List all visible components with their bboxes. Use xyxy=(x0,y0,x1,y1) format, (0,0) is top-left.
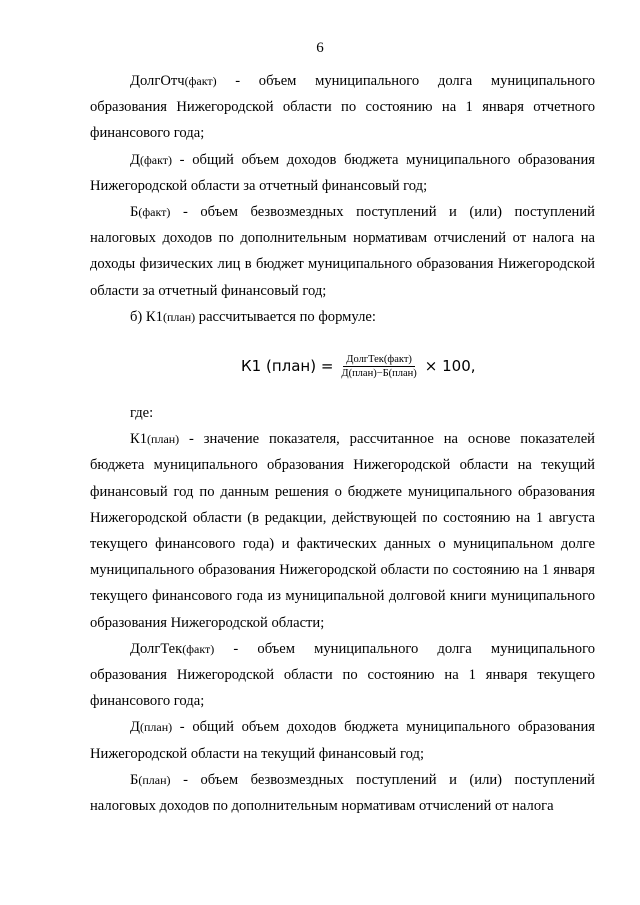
term: ДолгТек xyxy=(130,640,183,657)
formula xyxy=(241,344,476,388)
formula-numerator: ДолгТек(факт) xyxy=(343,353,415,367)
definition-paragraph xyxy=(90,767,595,819)
term: б) К1 xyxy=(130,308,163,325)
term-subscript: (план) xyxy=(162,309,196,324)
definition-paragraph xyxy=(90,636,595,715)
definition-paragraph xyxy=(90,68,595,147)
definition-text: - значение показателя, рассчитанное на основе показателей бюджета муниципального образования Нижегородской области на текущий финансовый год по данным решения о бюджете муниципального образования Нижегородской области (в редакции, действующей по состоянию на 1 августа текущего финансового года) и фактических данных о муниципальном долге муниципального образования Нижегородской области по состоянию на 1 января текущего финансового года из муниципальной долговой книги муниципального образования Нижегородской области; xyxy=(90,431,595,631)
definition-text: - общий объем доходов бюджета муниципального образования Нижегородской области за отчетный финансовый год; xyxy=(90,151,595,194)
term: Б xyxy=(130,204,139,221)
term: Д xyxy=(130,719,140,736)
formula-denominator: Д(план)−Б(план) xyxy=(341,367,417,379)
term-subscript: (план) xyxy=(138,772,171,787)
formula-block xyxy=(90,344,595,388)
definition-text: - объем безвозмездных поступлений и (или) поступлений налоговых доходов по дополнительным нормативам отчислений от налога xyxy=(90,771,595,815)
where-label: где: xyxy=(130,405,154,422)
term-subscript: (факт) xyxy=(182,641,215,656)
term-subscript: (факт) xyxy=(138,205,171,220)
definition-text: - общий объем доходов бюджета муниципального образования Нижегородской области на текущий финансовый год; xyxy=(90,719,595,762)
definition-paragraph xyxy=(90,147,595,199)
term: Б xyxy=(130,771,139,788)
page-number: 6 xyxy=(316,40,324,56)
term: ДолгОтч xyxy=(130,73,185,89)
definition-text: - объем муниципального долга муниципального образования Нижегородской области по состоянию на 1 января отчетного финансового года; xyxy=(90,73,595,142)
definition-text: - объем безвозмездных поступлений и (или) поступлений налоговых доходов по дополнительным нормативам отчислений от налога на доходы физических лиц в бюджет муниципального образования Нижегородской области за отчетный финансовый год; xyxy=(90,204,595,299)
term: К1 xyxy=(130,431,148,448)
term: Д xyxy=(130,151,140,168)
term-subscript: (план) xyxy=(139,720,173,735)
definition-paragraph xyxy=(90,714,595,766)
formula-lhs: К1 (план) = xyxy=(241,356,334,375)
formula-rhs: × 100, xyxy=(424,356,476,375)
document-body xyxy=(90,68,595,819)
term-subscript: (план) xyxy=(147,432,180,447)
term-subscript: (факт) xyxy=(139,152,172,167)
definition-text: - объем муниципального долга муниципального образования Нижегородской области по состоянию на 1 января текущего финансового года; xyxy=(90,640,595,710)
definition-paragraph xyxy=(90,199,595,304)
formula-fraction xyxy=(338,353,419,380)
intro-text: рассчитывается по формуле: xyxy=(195,308,376,325)
term-subscript: (факт) xyxy=(184,74,217,88)
definition-paragraph xyxy=(90,426,595,636)
formula-intro-paragraph xyxy=(90,304,595,330)
